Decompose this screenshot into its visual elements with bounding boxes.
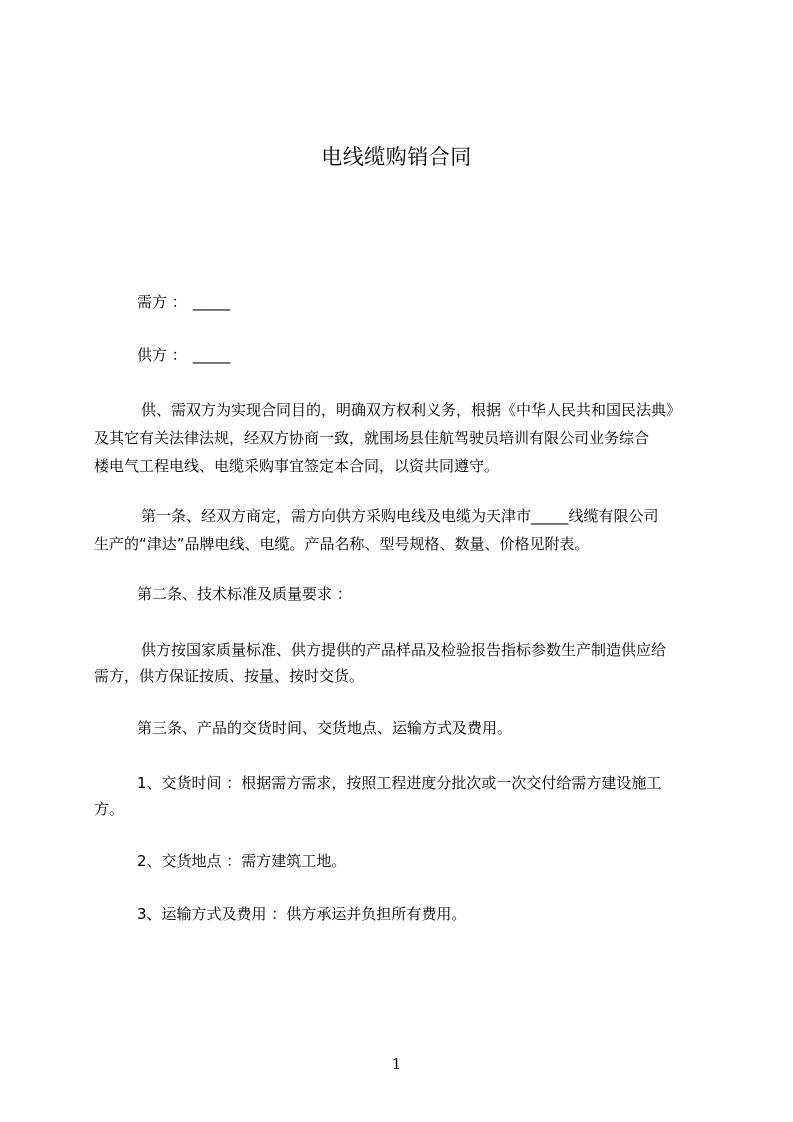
- buyer-label: 需方 ：: [137, 293, 187, 311]
- preamble-line-1: 供、需双方为实现合同目的，明确双方权利义务，根据《中华人民共和国民法典》: [141, 401, 682, 419]
- preamble-line-3: 楼电气工程电线、电缆采购事宜签定本合同，以资共同遵守。: [94, 457, 500, 475]
- buyer-line: [137, 287, 230, 317]
- item3-line: 3、运输方式及费用 ：供方承运并负担所有费用。: [137, 905, 467, 923]
- item1-line-1: 1、交货时间 ：根据需方需求，按照工程进度分批次或一次交付给需方建设施工: [137, 774, 662, 792]
- item1-line-2: 方。: [94, 800, 125, 818]
- article2-line-2: 需方，供方保证按质、按量、按时交货。: [94, 667, 365, 685]
- preamble-line-2: 及其它有关法律法规，经双方协商一致，就围场县佳航驾驶员培训有限公司业务综合: [94, 429, 650, 447]
- article2-line-1: 供方按国家质量标准、供方提供的产品样品及检验报告指标参数生产制造供应给: [141, 641, 667, 659]
- article1-line-1: 第一条、经双方商定，需方向供方采购电线及电缆为天津市_____线缆有限公司: [141, 507, 659, 525]
- document-title: 电线缆购销合同: [321, 145, 472, 169]
- article1-line-2: 生产的“津达”品牌电线、电缆。产品名称、型号规格、数量、价格见附表。: [94, 535, 590, 553]
- article2-heading: 第二条、技术标准及质量要求 ：: [137, 585, 352, 603]
- article3-heading: 第三条、产品的交货时间、交货地点、运输方式及费用。: [137, 719, 513, 737]
- seller-label: 供方 ：: [137, 346, 187, 364]
- page-number: 1: [391, 1055, 402, 1073]
- seller-blank: _____: [192, 346, 231, 364]
- item2-line: 2、交货地点 ：需方建筑工地。: [137, 852, 347, 870]
- buyer-blank: _____: [192, 293, 231, 311]
- seller-line: [137, 340, 230, 370]
